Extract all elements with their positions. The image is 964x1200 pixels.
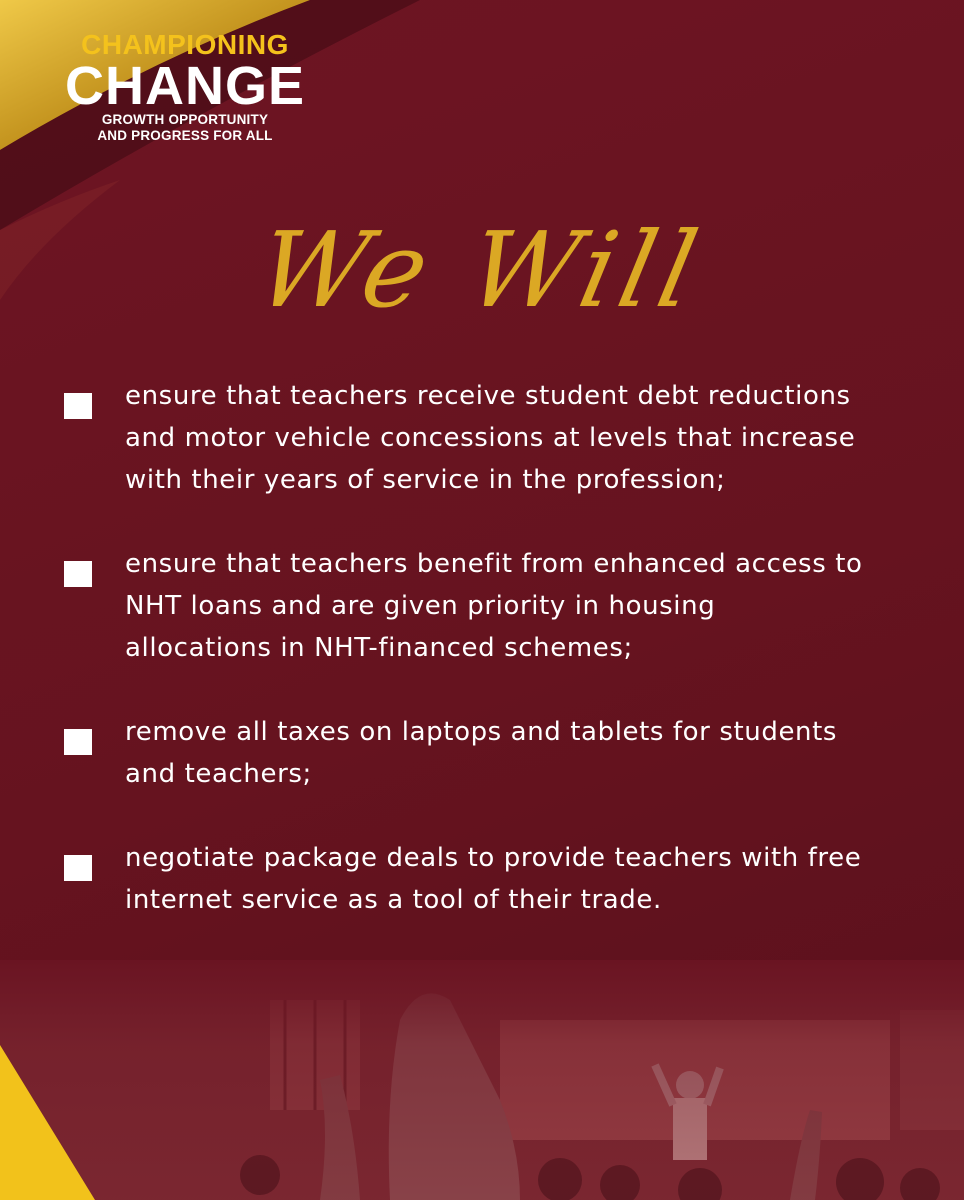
pledge-text: remove all taxes on laptops and tablets for students and teachers; bbox=[125, 717, 838, 789]
campaign-logo bbox=[55, 30, 315, 144]
logo-tagline-1: GROWTH OPPORTUNITY bbox=[101, 112, 269, 127]
square-bullet-icon bbox=[64, 561, 92, 587]
pledge-item bbox=[64, 711, 864, 795]
logo-championing: CHAMPIONING bbox=[81, 29, 289, 60]
pledge-text: ensure that teachers receive student debt reductions and motor vehicle concessions at levels that increase with their years of service in the profession; bbox=[125, 381, 856, 495]
pledge-item bbox=[64, 375, 864, 501]
logo-change: CHANGE bbox=[64, 56, 305, 116]
pledge-item bbox=[64, 837, 864, 921]
pledge-list bbox=[64, 375, 864, 963]
square-bullet-icon bbox=[64, 855, 92, 881]
classroom-photo bbox=[0, 960, 964, 1200]
pledge-item bbox=[64, 543, 864, 669]
pledge-text: negotiate package deals to provide teachers with free internet service as a tool of their trade. bbox=[125, 843, 862, 915]
logo-tagline-2: AND PROGRESS FOR ALL bbox=[97, 128, 273, 143]
yellow-corner-decoration bbox=[0, 1045, 110, 1200]
we-will-heading: We Will bbox=[247, 209, 713, 331]
square-bullet-icon bbox=[64, 393, 92, 419]
square-bullet-icon bbox=[64, 729, 92, 755]
pledge-text: ensure that teachers benefit from enhanced access to NHT loans and are given priority in housing allocations in NHT-financed schemes; bbox=[125, 549, 863, 663]
